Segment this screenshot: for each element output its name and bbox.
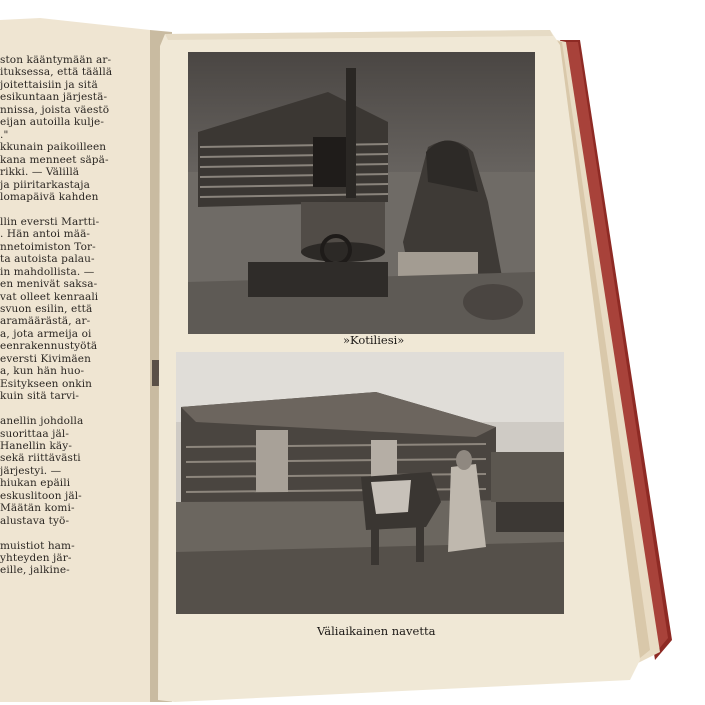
left-page-line: ituksessa, että täällä [0,66,113,79]
left-page-line: vat olleet kenraali [0,290,99,303]
left-page-line: esikuntaan järjestä- [0,91,108,104]
left-page-line: ja piiritarkastaja [0,178,90,191]
left-page-line: järjestyi. — [0,464,62,477]
left-page-line: eijan autoilla kulje- [0,116,105,129]
top-photograph [188,52,535,334]
left-page-line: a, jota armeija oi [0,327,92,340]
left-page-line: kuin sitä tarvi- [0,390,80,403]
left-page-line: nnetoimiston Tor- [0,240,96,253]
left-page-line: eille, jalkine- [0,564,70,577]
left-page-line: in mahdollista. — [0,265,95,278]
left-page-line: muistiot ham- [0,539,75,552]
left-page-line: Hanellin käy- [0,439,72,452]
left-page-line: eversti Kivimäen [0,352,91,365]
left-page-line: rikki. — Välillä [0,166,80,179]
top-photo-caption: »Kotiliesi» [343,333,405,347]
left-page-line: ." [0,128,9,141]
left-page-line: . Hän antoi mää- [0,228,91,241]
left-page-line: kkunain paikoilleen [0,141,107,154]
left-page-line: joitettaisiin ja sitä [0,78,98,91]
left-page-line: eenrakennustyötä [0,340,98,353]
left-page-line: yhteyden jär- [0,552,72,564]
left-page-line: en menivät saksa- [0,278,98,291]
left-page-line: alustava työ- [0,514,70,527]
left-page-line: eskuslitoon jäl- [0,489,82,502]
left-page-line: lomapäivä kahden [0,190,99,203]
left-page-line: suorittaa jäl- [0,427,69,440]
left-page-line: svuon esilin, että [0,303,93,315]
bottom-photo-caption: Väliaikainen navetta [317,624,436,638]
left-page-line: aramäärästä, ar- [0,315,91,328]
bottom-photograph [176,352,564,614]
left-page-line: nnissa, joista väestö [0,103,110,116]
left-page-line: hiukan epäili [0,477,71,490]
left-page-line: sekä riittävästi [0,452,81,465]
left-page-line: a, kun hän huo- [0,365,85,378]
left-page-line: Esitykseen onkin [0,377,93,390]
left-page-line: anellin johdolla [0,415,84,428]
left-page-line: Määtän komi- [0,502,75,515]
left-page-line: ston kääntymään ar- [0,54,112,66]
left-page-line: kana menneet säpä- [0,153,109,166]
left-page-line: llin eversti Martti- [0,215,100,228]
left-page-text [0,48,150,648]
left-page-line: ta autoista palau- [0,253,95,266]
